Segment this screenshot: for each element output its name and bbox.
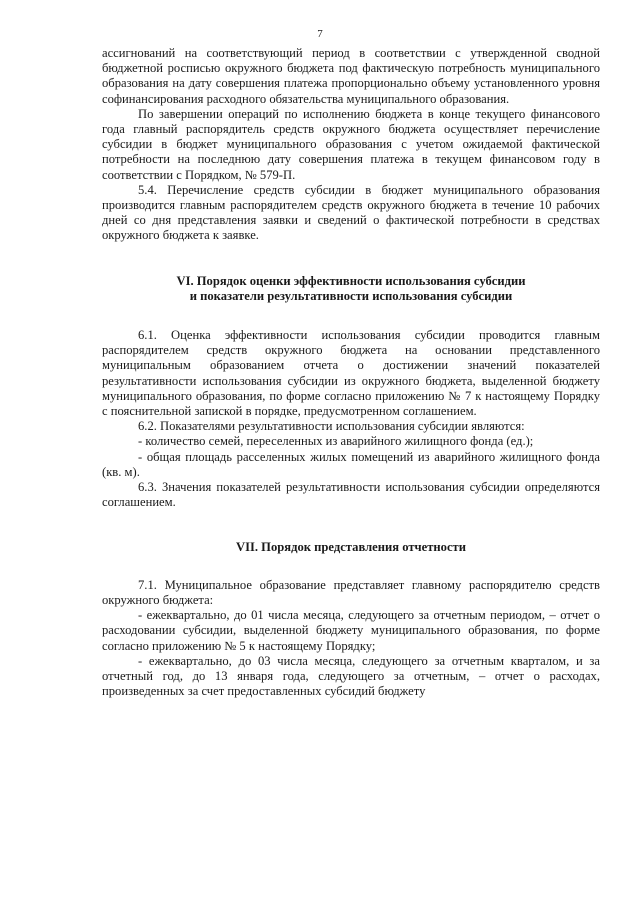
- paragraph-year-end-transfer: По завершении операций по исполнению бюджета в конце текущего финансового года главный распорядитель средств окружного бюджета осуществляет перечисление субсидии в бюджет муниципального образования с учетом ожидаемой фактической потребности на последнюю дату совершения платежа в текущем финансовом году в соответствии с Порядком, № 579-П.: [102, 106, 600, 182]
- list-item-quarterly-03: - ежеквартально, до 03 числа месяца, следующего за отчетным кварталом, и за отчетный год, до 13 января года, следующего за отчетным, – отчет о расходах, произведенных за счет предоставленных субсидий бюджету: [102, 653, 600, 699]
- list-item-quarterly-01: - ежеквартально, до 01 числа месяца, следующего за отчетным периодом, – отчет о расходовании субсидии, выделенной бюджету муниципального образования, по форме согласно приложению № 5 к настоящему Порядку;: [102, 608, 600, 653]
- paragraph-continuation: ассигнований на соответствующий период в соответствии с утвержденной сводной бюджетной росписью окружного бюджета под фактическую потребность муниципального образования на дату совершения платежа пропорционально объему установленного уровня софинансирования расходного обязательства муниципального образования.: [102, 46, 600, 106]
- section-6-heading-line1: VI. Порядок оценки эффективности использования субсидии: [176, 273, 526, 288]
- paragraph-6-3: 6.3. Значения показателей результативности использования субсидии определяются соглашением.: [102, 480, 600, 510]
- paragraph-5-4: 5.4. Перечисление средств субсидии в бюджет муниципального образования производится главным распорядителем средств окружного бюджета в течение 10 рабочих дней со дня представления заявки и сведений о фактической потребности в средствах окружного бюджета к заявке.: [102, 182, 600, 243]
- paragraph-6-2: 6.2. Показателями результативности использования субсидии являются:: [138, 419, 525, 434]
- document-body: [102, 46, 600, 699]
- list-item-area: - общая площадь расселенных жилых помещений из аварийного жилищного фонда (кв. м).: [102, 449, 600, 479]
- list-item-families: - количество семей, переселенных из аварийного жилищного фонда (ед.);: [138, 434, 534, 449]
- paragraph-6-1: 6.1. Оценка эффективности использования субсидии проводится главным распорядителем средств окружного бюджета на основании представленного муниципальным образованием отчета о достижении значений показателей результативности использования субсидии из окружного бюджета, выделенной бюджету муниципального образования, по форме согласно приложению № 7 к настоящему Порядку с пояснительной запиской в порядке, предусмотренном соглашением.: [102, 328, 600, 419]
- paragraph-7-1: 7.1. Муниципальное образование представляет главному распорядителю средств окружного бюджета:: [102, 577, 600, 607]
- section-6-heading: [102, 274, 600, 304]
- section-6-heading-line2: и показатели результативности использования субсидии: [189, 288, 513, 303]
- page-number: 7: [317, 28, 323, 40]
- section-7-heading: VII. Порядок представления отчетности: [235, 540, 466, 555]
